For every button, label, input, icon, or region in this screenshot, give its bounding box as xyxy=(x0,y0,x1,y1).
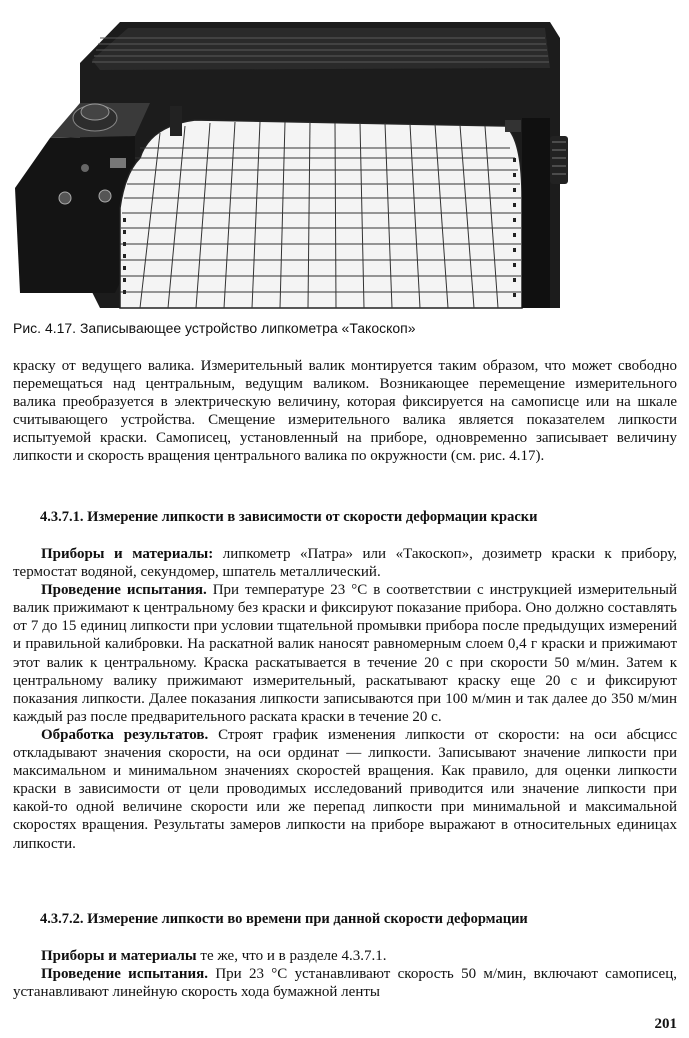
roller-housing xyxy=(522,118,550,308)
procedure-label-2: Проведение испытания. xyxy=(41,966,209,983)
procedure-text: При температуре 23 °С в соответствии с инструкцией измерительный валик прижимают к центральному без краски и фиксируют показание прибора. Оно должно составлять от 7 до 15 единиц липкости при условии тщательной промывки прибора после предыдущих измерений и правильной калибровки. На раскатной валик наносят равномерным слоем 0,4 г краски и прижимают этот валик к центральному. Краска раскатывается в течение 20 с при скорости 50 м/мин. Затем к центральному валику прижимают измерительный, раскатывают краску еще 20 с и фиксируют показания липкости. Далее показания липкости записываются при 100 м/мин и так далее до 350 м/мин каждый раз после предварительного раската краски в течение 20 с. xyxy=(13,582,677,725)
paragraph-procedure-2 xyxy=(13,965,677,1001)
section-1-body xyxy=(13,545,677,853)
section-2-body xyxy=(13,947,677,1001)
section-heading-4-3-7-2: 4.3.7.2. Измерение липкости во времени при данной скорости деформации xyxy=(40,911,528,927)
paragraph-results xyxy=(13,726,677,853)
paragraph-procedure xyxy=(13,581,677,726)
instruments-label-2: Приборы и материалы xyxy=(41,948,197,964)
procedure-label: Проведение испытания. xyxy=(41,582,207,599)
paragraph-instruments-2 xyxy=(13,947,677,965)
chart-paper-grid xyxy=(120,120,522,308)
housing-lid xyxy=(92,28,550,70)
figure-caption: Рис. 4.17. Записывающее устройство липкометра «Такоскоп» xyxy=(13,320,416,336)
paragraph-instruments xyxy=(13,545,677,581)
instruments-text-2: те же, что и в разделе 4.3.7.1. xyxy=(196,948,387,964)
control-knob xyxy=(59,192,71,204)
section-heading-4-3-7-1: 4.3.7.1. Измерение липкости в зависимости от скорости деформации краски xyxy=(40,509,538,525)
figure-takoskop-recorder xyxy=(10,8,680,313)
procedure-text-2: При 23 °С устанавливают скорость 50 м/мин, включают самописец, устанавливают линейную скорость хода бумажной ленты xyxy=(13,966,677,1001)
results-label: Обработка результатов. xyxy=(41,726,209,743)
pen-arm xyxy=(170,106,182,136)
recorder-illustration xyxy=(10,8,680,313)
results-text: Строят график изменения липкости от скорости: на оси абсцисс откладывают значения скорости, на оси ординат — липкости. Записывают значение липкости при максимальном и минимальном значениях скоростей вращения. Как правило, для оценки липкости краски в зависимости от цели проводимых исследований приводится или значение липкости при какой-то одной величине скорости или же перепад липкости при минимальной и максимальной скоростях вращения. Результаты замеров липкости на приборе выражают в относительных единицах липкости. xyxy=(13,726,677,852)
side-knob xyxy=(550,136,568,184)
instruments-label: Приборы и материалы: xyxy=(41,546,214,562)
instruments-text: липкометр «Патра» или «Такоскоп», дозиметр краски к прибору, термостат водяной, секундомер, шпатель металлический. xyxy=(13,546,677,581)
paragraph-intro: краску от ведущего валика. Измерительный валик монтируется таким образом, что может свободно перемещаться над центральным, ведущим валиком. Возникающее перемещение измерительного валика преобразуется в электрическую величину, которая фиксируется на самописце или на шкале считывающего устройства. Смещение измерительного валика является показателем липкости испытуемой краски. Самописец, установленный на приборе, одновременно записывает величину липкости и скорость вращения центрального валика по окружности (см. рис. 4.17). xyxy=(13,358,677,465)
page-number: 201 xyxy=(654,1016,677,1032)
